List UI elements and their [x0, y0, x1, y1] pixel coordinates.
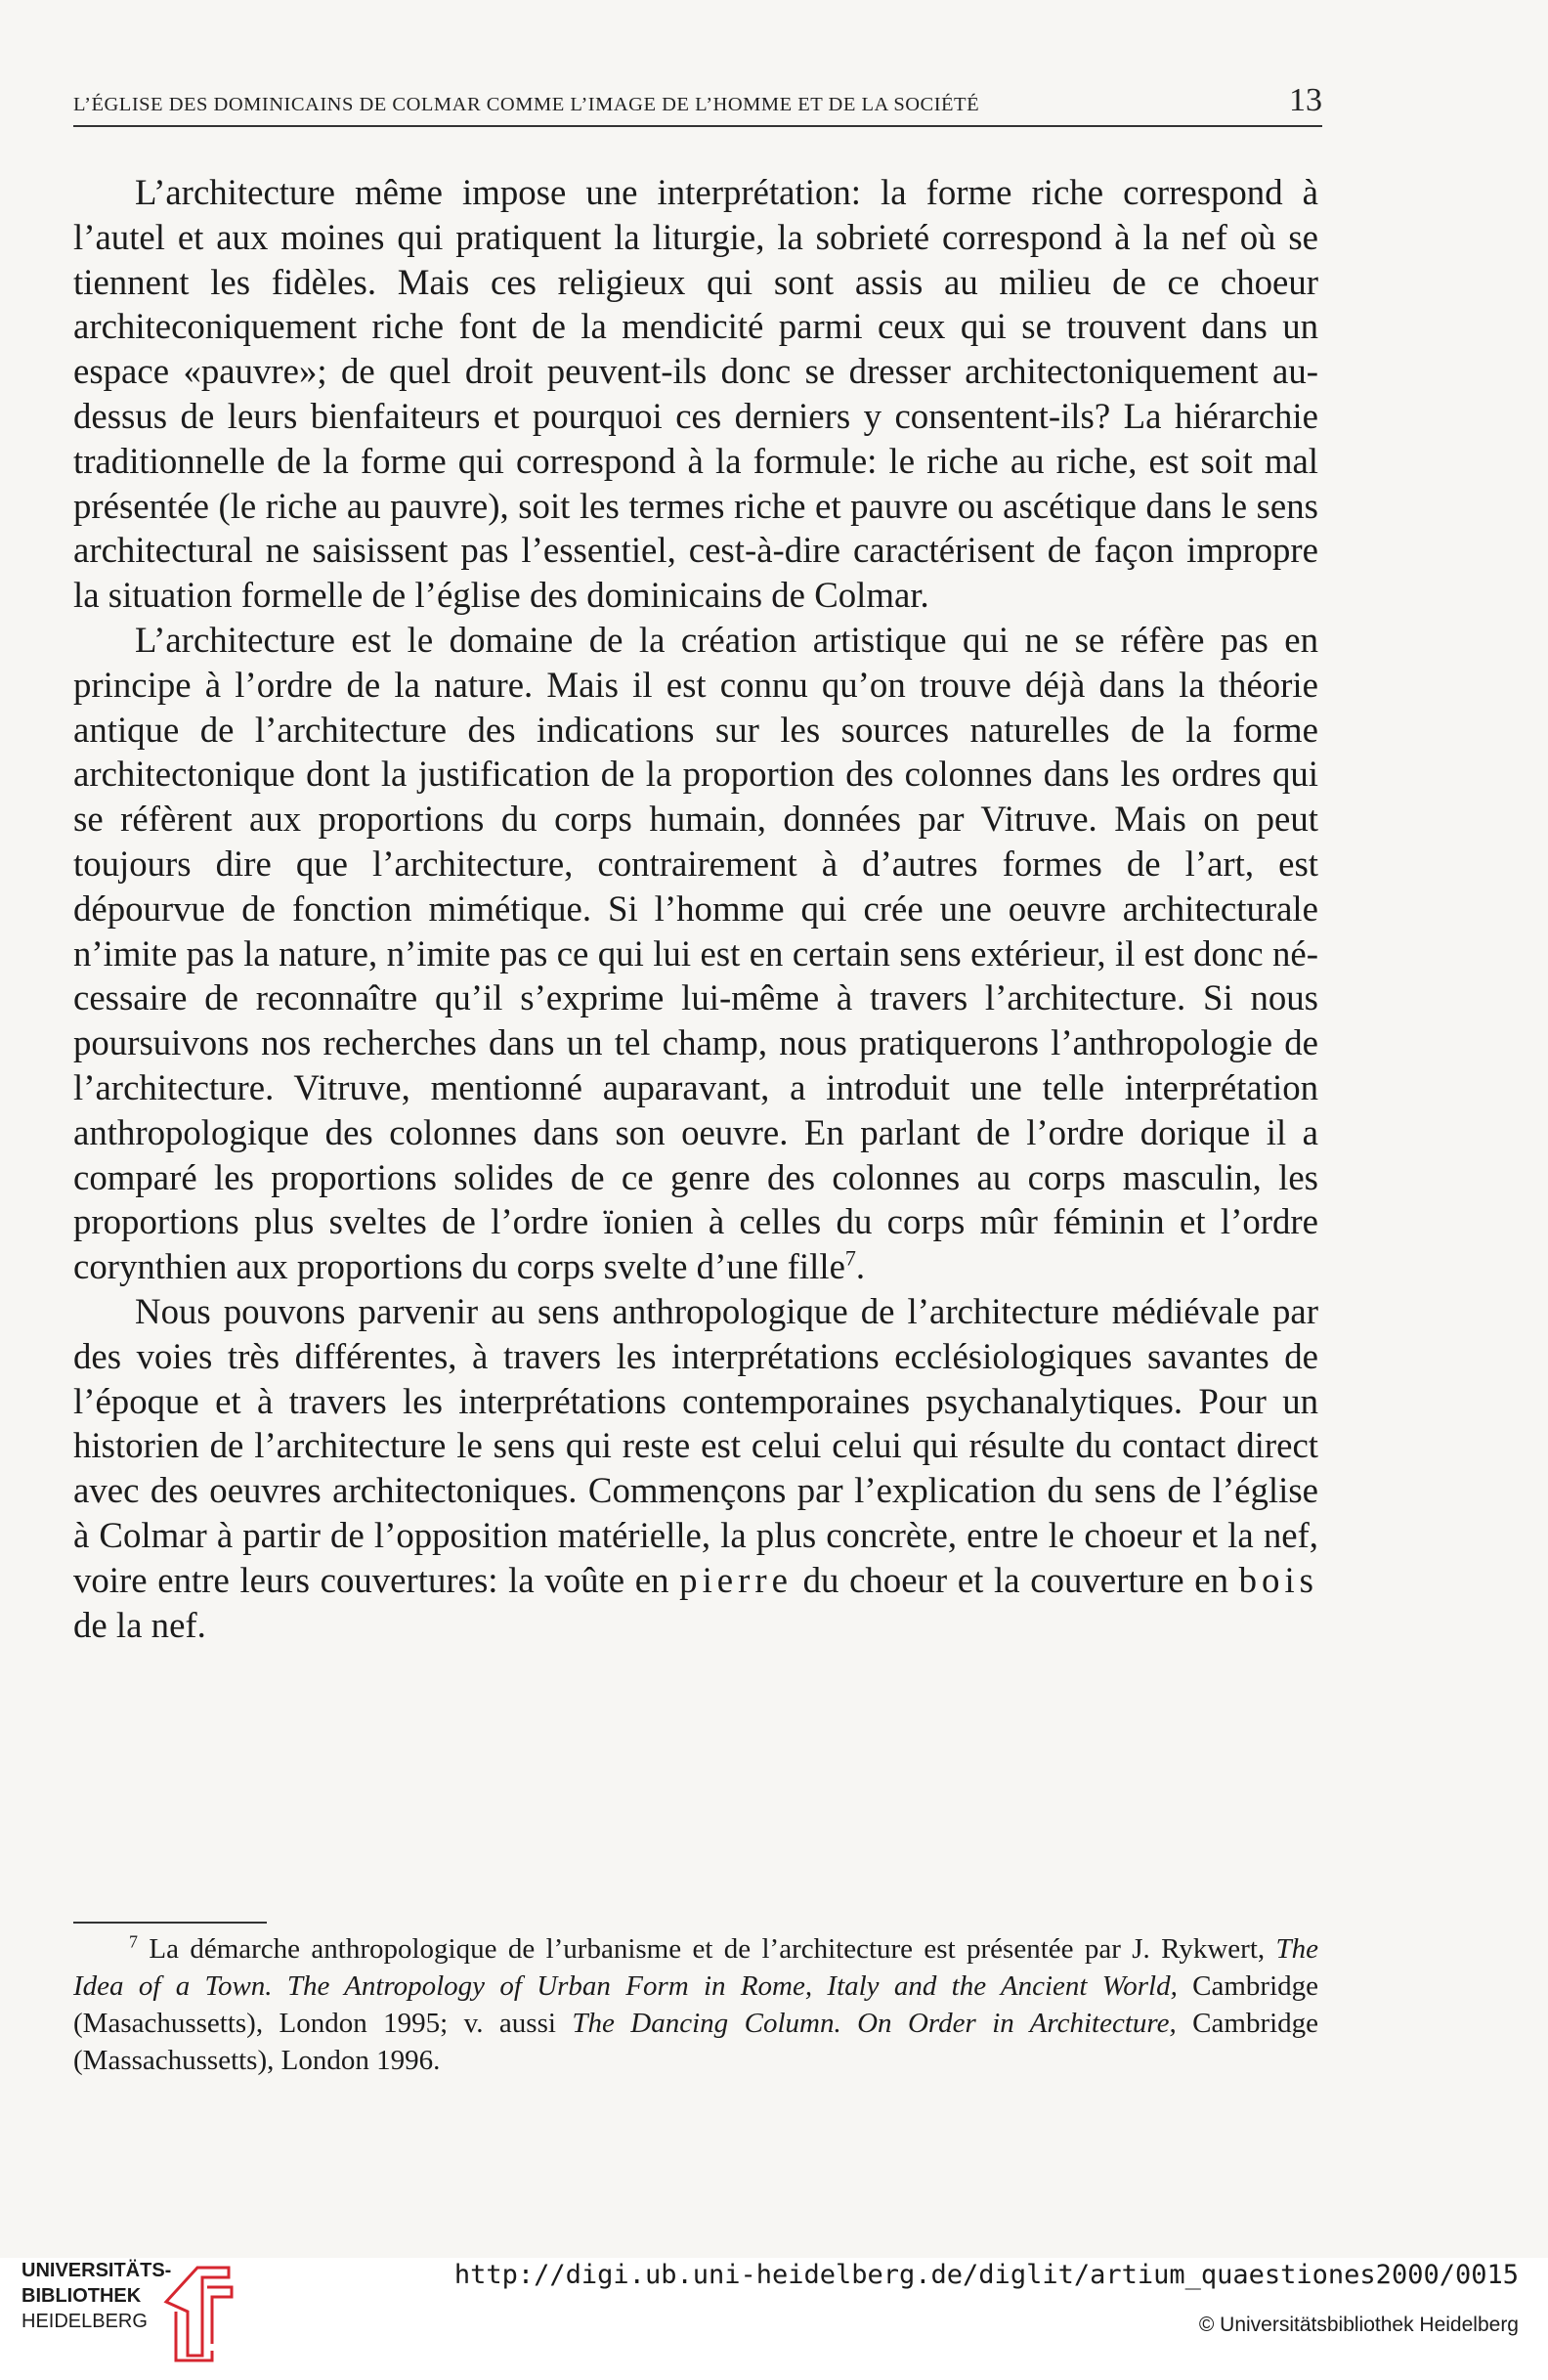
source-url[interactable]: http://digi.ub.uni-heidelberg.de/diglit/artium_quaestiones2000/0015: [453, 2260, 1519, 2290]
logo-line-2: BIBLIOTHEK: [22, 2285, 142, 2307]
paragraph-2: [73, 618, 1318, 1289]
footnote-text-2: Cambridge (Masachussetts), London 1995; v. aussi: [73, 1970, 1319, 2039]
page-number: 13: [1289, 82, 1322, 118]
paragraph-2-end: .: [855, 1246, 866, 1287]
logo-line-3: HEIDELBERG: [22, 2311, 148, 2332]
footnote-number: 7: [129, 1931, 138, 1952]
paragraph-1: L’architecture même impose une interprétation: la forme riche correspond à l’autel et aux moines qui pratiquent la liturgie, la sobrieté correspond à la nef où se tiennent les fidèles. Mais ces religieux qui sont assis au milieu de ce choeur architeconiquement riche font de la mendicité parmi ceux qui se trouvent dans un espace «pauvre»; de quel droit peuvent-ils donc se dresser architectoniquement au-dessus de leurs bienfaiteurs et pourquoi ces derniers y consentent-ils? La hiérarchie traditionnelle de la forme qui correspond à la formule: le riche au riche, est soit mal présentée (le riche au pauvre), soit les termes riche et pauvre ou ascétique dans le sens architectural ne saisissent pas l’essentiel, cest-à-dire caractérisent de façon impropre la situation formelle de l’église des dominicains de Colmar.: [73, 172, 1318, 616]
body-text: [73, 170, 1318, 1647]
paragraph-3-text-before: Nous pouvons parvenir au sens anthropologique de l’architecture médiévale par des voies très différentes, à travers les interprétations ecclésiologiques savantes de l’époque et à travers les interprétations contemporaines psychanalytiques. Pour un historien de l’architecture le sens qui reste est celui celui qui résulte du contact direct avec des oeuvres architectoniques. Commençons par l’explication du sens de l’église à Colmar à partir de l’opposition matérielle, la plus concrète, entre le choeur et la nef, voire entre leurs couvertures: la voûte en: [73, 1290, 1318, 1600]
spaced-word-bois: bois: [1238, 1559, 1318, 1600]
library-emblem-icon: [158, 2258, 236, 2365]
footer: [0, 2258, 1548, 2380]
footnote-text-3: Cambridge (Massachussetts), London 1996.: [73, 2008, 1319, 2076]
paragraph-2-text: L’architecture est le domaine de la création artistique qui ne se réfère pas en principe à l’ordre de la nature. Mais il est connu qu’on trouve déjà dans la théorie antique de l’architecture des indications sur les sources naturelles de la forme architectonique dont la justification de la proportion des colonnes dans les ordres qui se réfèrent aux proportions du corps humain, données par Vitruve. Mais on peut toujours dire que l’architecture, contrairement à d’autres formes de l’art, est dépourvue de fonction mimétique. Si l’homme qui crée une oeuvre architecturale n’imite pas la nature, n’imite pas ce qui lui est en certain sens extérieur, il est donc nécessaire de reconnaître qu’il s’exprime lui-même à travers l’architecture. Si nous poursuivons nos recherches dans un tel champ, nous pratiquerons l’anthropologie de l’architecture. Vitruve, mentionné auparavant, a introduit une telle interprétation anthropologique des colonnes dans son oeuvre. En parlant de l’ordre dorique il a comparé les proportions solides de ce genre des colonnes au corps masculin, les proportions plus sveltes de l’ordre ïonien à celles du corps mûr féminin et l’ordre corynthien aux proportions du corps svelte d’une fille: [73, 619, 1318, 1287]
spaced-word-pierre: pierre: [679, 1559, 793, 1600]
footnote-divider: [73, 1922, 267, 1924]
logo-text: [22, 2258, 171, 2334]
library-logo[interactable]: [22, 2258, 236, 2380]
footnote-title-2: The Dancing Column. On Order in Architecture,: [572, 2008, 1177, 2039]
paragraph-3-text-after: de la nef.: [73, 1604, 206, 1645]
footnote-reference[interactable]: 7: [844, 1245, 856, 1271]
copyright-notice: © Universitätsbibliothek Heidelberg: [1198, 2314, 1519, 2336]
running-header: [73, 82, 1322, 127]
footnote-title-1: The Idea of a Town. The Antropology of Urban Form in Rome, Italy and the Ancient World,: [73, 1933, 1318, 2002]
footnote-text-1: La démarche anthropologique de l’urbanisme et de l’architecture est présentée par J. Rykwert,: [149, 1933, 1266, 1965]
footnote: [73, 1930, 1318, 2079]
logo-line-1: UNIVERSITÄTS-: [22, 2260, 172, 2281]
running-title: L’ÉGLISE DES DOMINICAINS DE COLMAR COMME L’IMAGE DE L’HOMME ET DE LA SOCIÉTÉ: [73, 94, 980, 115]
paragraph-3: [73, 1289, 1318, 1647]
paragraph-3-text-middle: du choeur et la couverture en: [802, 1559, 1228, 1600]
